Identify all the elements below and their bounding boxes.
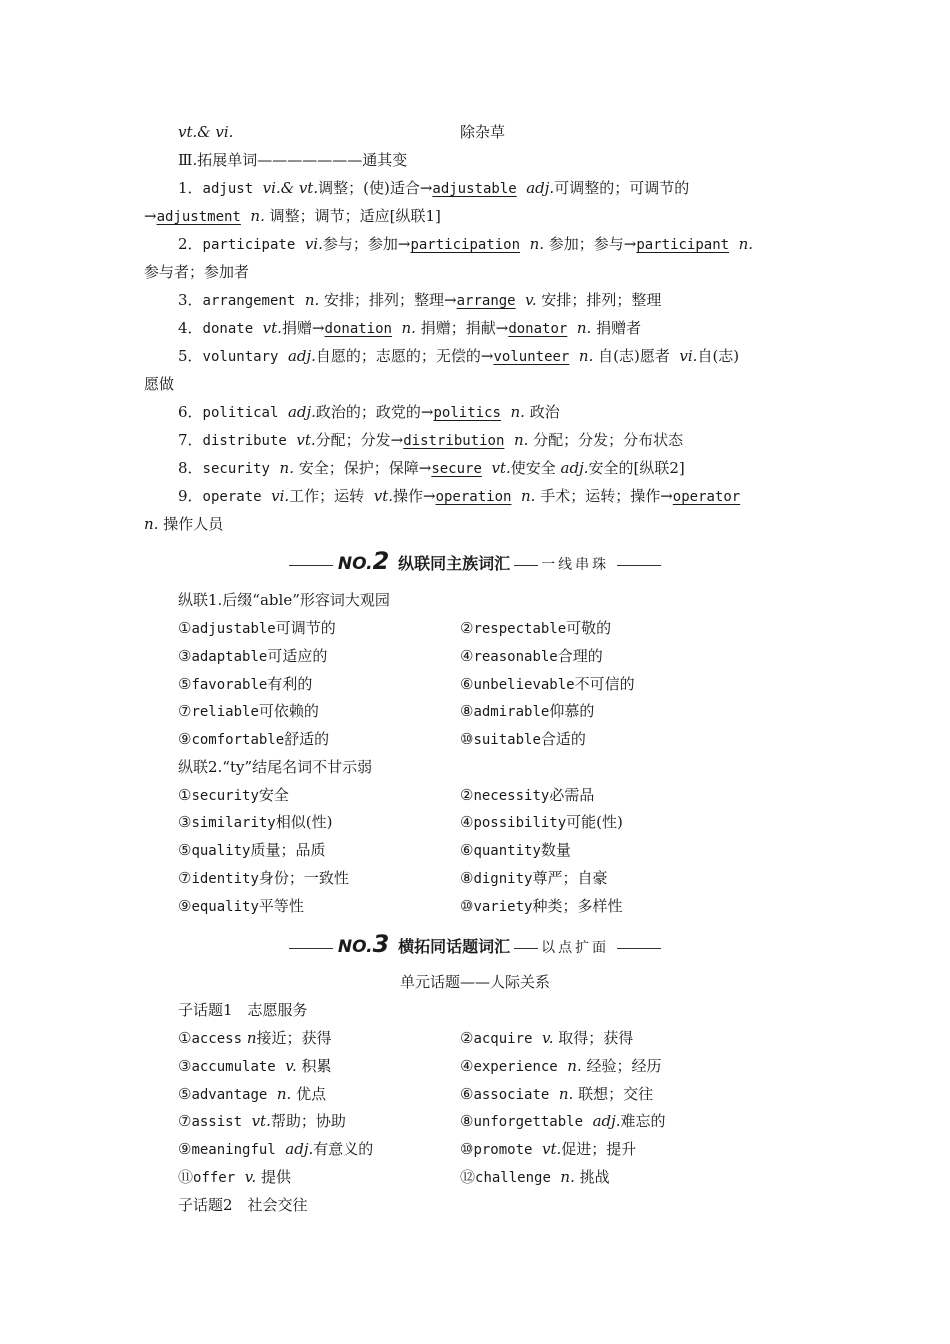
section-2-header (0, 548, 950, 578)
list-item: ⑩suitable合适的 (460, 730, 586, 748)
entry-9-cont: n. 操作人员 (144, 515, 224, 533)
list-item: ⑤advantage n. 优点 (178, 1085, 327, 1103)
list-item: ⑪offer v. 提供 (178, 1168, 291, 1186)
list-item: ⑧unforgettable adj.难忘的 (460, 1112, 666, 1130)
section-subtitle: 一线串珠 (541, 557, 610, 573)
section-no: NO.3 (337, 930, 390, 958)
section-subtitle: 以点扩面 (541, 940, 610, 956)
entry-3: 3．arrangement n. 安排；排列；整理→arrange v. 安排；排列；整理 (178, 291, 662, 309)
list-item: ⑧admirable仰慕的 (460, 702, 595, 720)
subtopic-2-title: 子话题2 社会交往 (178, 1196, 308, 1214)
list-item: ②respectable可敬的 (460, 619, 612, 637)
list-item: ③adaptable可适应的 (178, 647, 328, 665)
list-item: ③accumulate v. 积累 (178, 1057, 332, 1075)
list-item: ④possibility可能(性) (460, 813, 623, 831)
list-item: ④reasonable合理的 (460, 647, 603, 665)
list-item: ②necessity必需品 (460, 786, 595, 804)
list-item: ⑨meaningful adj.有意义的 (178, 1140, 374, 1158)
unit-topic: 单元话题——人际关系 (399, 973, 550, 991)
list-item: ⑨comfortable舒适的 (178, 730, 330, 748)
subtopic-1-title: 子话题1 志愿服务 (178, 1001, 308, 1019)
list-item: ⑥quantity数量 (460, 841, 571, 859)
list-item: ⑨equality平等性 (178, 897, 304, 915)
section-no: NO.2 (337, 547, 390, 575)
zonglian-1-title: 纵联1.后缀“able”形容词大观园 (178, 591, 390, 609)
entry-7: 7．distribute vt.分配；分发→distribution n. 分配；分发；分布状态 (178, 431, 684, 449)
list-item: ⑥associate n. 联想；交往 (460, 1085, 654, 1103)
list-item: ⑩promote vt.促进；提升 (460, 1140, 637, 1158)
list-item: ①adjustable可调节的 (178, 619, 336, 637)
part3-heading: Ⅲ.拓展单词———————通其变 (178, 151, 408, 169)
list-item: ③similarity相似(性) (178, 813, 333, 831)
list-item: ④experience n. 经验；经历 (460, 1057, 662, 1075)
list-item: ②acquire v. 取得；获得 (460, 1029, 634, 1047)
entry-1: 1．adjust vi.& vt.调整；(使)适合→adjustable adj.可调整的；可调节的 (178, 179, 690, 197)
entry-5: 5．voluntary adj.自愿的；志愿的；无偿的→volunteer n. 自(志)愿者 vi.自(志) (178, 347, 740, 365)
entry-2-cont: 参与者；参加者 (144, 263, 250, 281)
top-line-meaning: 除杂草 (460, 123, 506, 141)
list-item: ⑧dignity尊严；自豪 (460, 869, 608, 887)
list-item: ⑦assist vt.帮助；协助 (178, 1112, 346, 1130)
section-3-header (0, 931, 950, 961)
section-title: 横拓同话题词汇 (398, 937, 511, 956)
list-item: ①security安全 (178, 786, 289, 804)
entry-8: 8．security n. 安全；保护；保障→secure vt.使安全 adj.安全的[纵联2] (178, 459, 685, 477)
entry-4: 4．donate vt.捐赠→donation n. 捐赠；捐献→donator n. 捐赠者 (178, 319, 642, 337)
entry-9: 9．operate vi.工作；运转 vt.操作→operation n. 手术；运转；操作→operator (178, 487, 741, 505)
list-item: ⑥unbelievable不可信的 (460, 675, 635, 693)
section-rule (514, 565, 538, 566)
list-item: ①access n接近；获得 (178, 1029, 332, 1047)
list-item: ⑤quality质量；品质 (178, 841, 326, 859)
section-title: 纵联同主族词汇 (398, 554, 511, 573)
list-item: ⑩variety种类；多样性 (460, 897, 623, 915)
top-line-pos: vt.& vi. (178, 123, 234, 141)
list-item: ⑦reliable可依赖的 (178, 702, 319, 720)
section-rule (289, 948, 333, 949)
section-rule (617, 948, 661, 949)
entry-6: 6．political adj.政治的；政党的→politics n. 政治 (178, 403, 560, 421)
section-rule (514, 948, 538, 949)
section-rule (617, 565, 661, 566)
section-rule (289, 565, 333, 566)
entry-5-cont: 愿做 (144, 375, 175, 393)
list-item: ⑫challenge n. 挑战 (460, 1168, 610, 1186)
list-item: ⑦identity身份；一致性 (178, 869, 349, 887)
entry-2: 2．participate vi.参与；参加→participation n. 参加；参与→participant n. (178, 235, 754, 253)
entry-1-cont: →adjustment n. 调整；调节；适应[纵联1] (144, 207, 441, 225)
list-item: ⑤favorable有利的 (178, 675, 313, 693)
zonglian-2-title: 纵联2.“ty”结尾名词不甘示弱 (178, 758, 373, 776)
